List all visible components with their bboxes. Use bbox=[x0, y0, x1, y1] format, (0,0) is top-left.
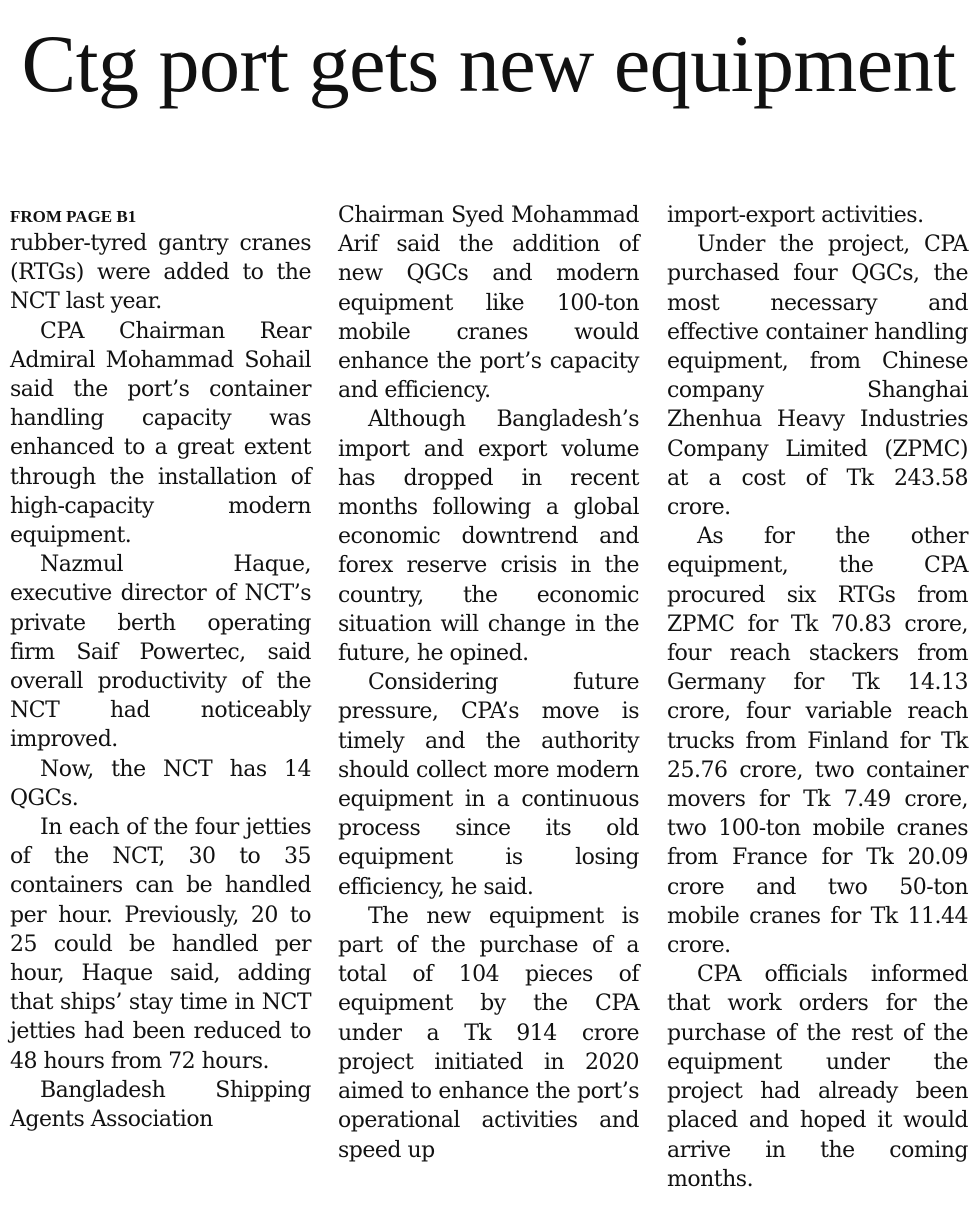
paragraph: As for the other equipment, the CPA procured six RTGs from ZPMC for Tk 70.83 crore, four reach stackers from Germany for Tk 14.13 crore, four variable reach trucks from Finland for Tk 25.76 crore, two container movers for Tk 7.49 crore, two 100-ton mobile cranes from France for Tk 20.09 crore and two 50-ton mobile cranes for Tk 11.44 crore. bbox=[667, 524, 968, 959]
paragraph: Considering future pressure, CPA’s move is timely and the authority should collect more modern equipment in a continuous process since its old equipment is losing efficiency, he said. bbox=[338, 670, 639, 900]
paragraph: Now, the NCT has 14 QGCs. bbox=[10, 756, 311, 811]
headline: Ctg port gets new equipment bbox=[21, 18, 956, 109]
paragraph: Under the project, CPA purchased four QGCs, the most necessary and effective container handling equipment, from Chinese company Shanghai Zhenhua Heavy Industries Company Limited (ZPMC) at a cost of Tk 243.58 crore. bbox=[667, 232, 968, 521]
paragraph: import-export activities. bbox=[667, 203, 924, 228]
paragraph: The new equipment is part of the purchase of a total of 104 pieces of equipment by the CPA under a Tk 914 crore project initiated in 2020 aimed to enhance the port’s operational activities and speed up bbox=[338, 903, 639, 1163]
paragraph: In each of the four jetties of the NCT, 30 to 35 containers can be handled per hour. Previously, 20 to 25 could be handled per hour, Haque said, adding that ships’ stay time in NCT jetties had been reduced to 48 hours from 72 hours. bbox=[10, 815, 311, 1074]
article-column-1 bbox=[10, 201, 311, 1134]
paragraph: Although Bangladesh’s import and export volume has dropped in recent months following a global economic downtrend and forex reserve crisis in the country, the economic situation will change in the future, he opined. bbox=[338, 407, 639, 667]
paragraph: CPA Chairman Rear Admiral Mohammad Sohail said the port’s container handling capacity was enhanced to a great extent through the installation of high-capacity modern equipment. bbox=[10, 318, 311, 549]
paragraph: Bangladesh Shipping Agents Association bbox=[10, 1077, 311, 1133]
continuation-kicker: FROM PAGE B1 bbox=[10, 207, 137, 226]
paragraph: Chairman Syed Mohammad Arif said the addition of new QGCs and modern equipment like 100-ton mobile cranes would enhance the port’s capacity and efficiency. bbox=[338, 203, 639, 404]
paragraph: CPA officials informed that work orders for the purchase of the rest of the equipment under the project had already been placed and hoped it would arrive in the coming months. bbox=[667, 962, 968, 1192]
article-column-3 bbox=[667, 201, 968, 1194]
article-column-2 bbox=[338, 201, 639, 1165]
paragraph: rubber-tyred gantry cranes (RTGs) were added to the NCT last year. bbox=[10, 231, 311, 315]
paragraph: Nazmul Haque, executive director of NCT’s private berth operating firm Saif Powertec, said overall productivity of the NCT had noticeably improved. bbox=[10, 552, 311, 753]
